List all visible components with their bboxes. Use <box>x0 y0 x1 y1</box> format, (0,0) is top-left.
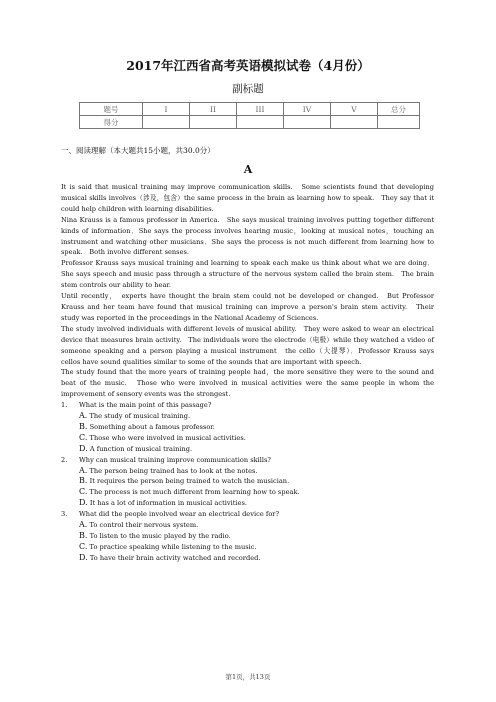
score-header-cell: IV <box>284 103 331 116</box>
answer-option <box>61 498 434 509</box>
answer-option <box>61 487 434 498</box>
option-letter: C. <box>79 541 88 551</box>
score-table <box>79 102 420 129</box>
score-cell <box>190 116 237 129</box>
option-text: Those who were involved in musical activities. <box>87 433 246 442</box>
passage-paragraph: Professor Krauss says musical training and learning to speak each make us think about what we are doing．She says speech and music pass through a structure of the nervous system called the brain stem. The brain stem controls our ability to hear. <box>61 259 434 290</box>
score-cell <box>237 116 284 129</box>
score-cell <box>378 116 420 129</box>
option-letter: D. <box>79 443 88 453</box>
option-text: It has a lot of information in musical activities. <box>87 499 248 508</box>
answer-option <box>61 466 434 477</box>
question-number: 2. <box>61 455 68 464</box>
option-text: It requires the person being trained to watch the musician. <box>87 477 290 486</box>
option-text: To have their brain activity watched and recorded. <box>87 553 261 562</box>
passage-paragraph: The study found that the more years of training people had，the more sensitive they were to the sound and beat of the music. Those who were involved in musical activities were the same people in whom the improvement of sensory events was the strongest. <box>61 368 434 399</box>
answer-option <box>61 433 434 444</box>
answer-option <box>61 531 434 542</box>
answer-option <box>61 411 434 422</box>
option-letter: C. <box>79 487 88 497</box>
score-row-label: 得分 <box>80 116 143 129</box>
option-text: The study of musical training. <box>87 412 191 421</box>
passage-body <box>61 182 434 564</box>
question <box>61 455 434 510</box>
answer-option <box>61 520 434 531</box>
passage-paragraph: It is said that musical training may improve communication skills. Some scientists found that developing musical skills involves（涉及，包含）the same process in the brain as learning how to speak. They say that it could help children with learning disabilities. <box>61 183 434 213</box>
document-title: 2017年江西省高考英语模拟试卷（4月份） <box>126 58 370 73</box>
option-text: A function of musical training. <box>87 444 193 453</box>
option-letter: C. <box>79 432 88 442</box>
option-letter: A. <box>79 520 88 530</box>
option-letter: A. <box>79 411 88 421</box>
option-letter: B. <box>79 421 88 431</box>
question <box>61 509 434 564</box>
question <box>61 400 434 455</box>
answer-option <box>61 422 434 433</box>
option-text: Something about a famous professor. <box>87 422 215 431</box>
score-table-header-row <box>80 103 420 116</box>
option-letter: B. <box>79 531 88 540</box>
passage-paragraph: Nina Krauss is a famous professor in America. She says musical training involves putting together different kinds of information．She says the process involves hearing music，looking at musical notes，touching an instrument and watching other musicians．She says the process is not much different from learning how to speak. Both involve different senses. <box>61 215 434 257</box>
question-stem: What did the people involved wear an electrical device for? <box>79 510 280 519</box>
option-letter: D. <box>79 552 88 562</box>
option-text: The person being trained has to look at the notes. <box>87 466 258 475</box>
document-subtitle: 副标题 <box>232 83 264 95</box>
answer-option <box>61 542 434 553</box>
passage-paragraph: Until recently， experts have thought the brain stem could not be developed or changed. But Professor Krauss and her team have found that musical training can improve a person's brain stem activity. Their study was reported in the proceedings in the National Academy of Sciences. <box>61 292 434 322</box>
question-stem: What is the main point of this passage? <box>79 401 212 410</box>
score-cell <box>331 116 378 129</box>
option-text: The process is not much different from learning how to speak. <box>87 488 300 497</box>
passage-letter: A <box>243 163 253 176</box>
score-header-cell: V <box>331 103 378 116</box>
option-text: To listen to the music played by the radio. <box>87 532 231 540</box>
page-footer: 第1页，共13页 <box>225 673 271 681</box>
passage-paragraph: The study involved individuals with different levels of musical ability. They were asked to wear an electrical device that measures brain activity. The individuals wore the electrode（电极）while they watched a video of someone speaking and a person playing a musical instrument the cello（大提琴）．Professor Krauss says cellos have sound qualities similar to some of the sounds that are important with speech. <box>61 324 434 366</box>
option-letter: B. <box>79 476 88 486</box>
section-heading: 一、阅读理解（本大题共15小题，共30.0分） <box>61 146 215 155</box>
score-cell <box>284 116 331 129</box>
score-table-row <box>80 116 420 129</box>
question-stem: Why can musical training improve communication skills? <box>79 455 271 464</box>
score-header-cell: 总分 <box>378 103 420 116</box>
option-text: To control their nervous system. <box>87 521 199 530</box>
answer-option <box>61 553 434 564</box>
score-cell <box>143 116 190 129</box>
score-header-cell: 题号 <box>80 103 143 116</box>
answer-option <box>61 476 434 487</box>
score-header-cell: I <box>143 103 190 116</box>
score-header-cell: III <box>237 103 284 116</box>
question-number: 1. <box>61 401 68 410</box>
option-letter: D. <box>79 498 88 508</box>
question-number: 3. <box>61 510 68 519</box>
option-letter: A. <box>79 465 88 475</box>
option-text: To practice speaking while listening to the music. <box>87 542 257 551</box>
answer-option <box>61 444 434 455</box>
score-header-cell: II <box>190 103 237 116</box>
